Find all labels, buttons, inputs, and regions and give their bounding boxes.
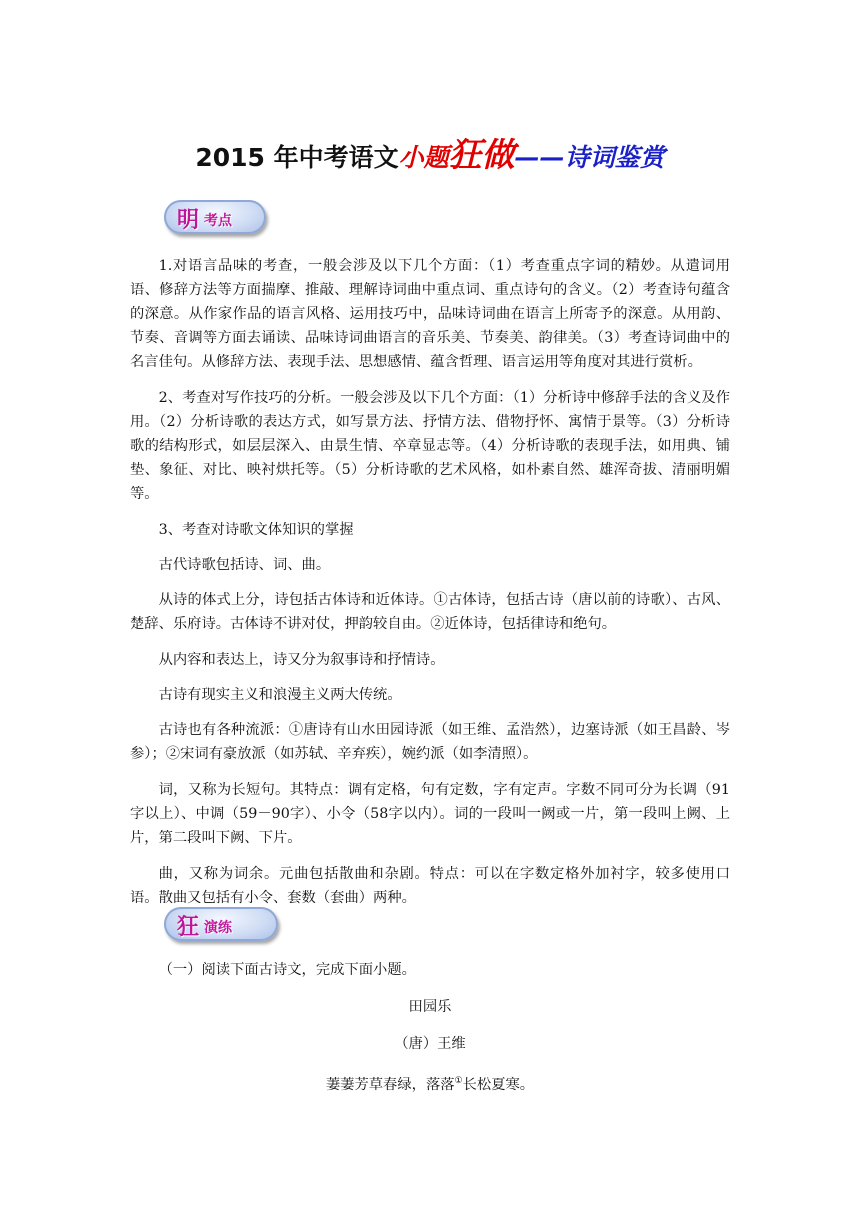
paragraph-7: 古诗有现实主义和浪漫主义两大传统。 [158, 687, 402, 703]
paragraph-5: 从诗的体式上分，诗包括古体诗和近体诗。①古体诗，包括古诗（唐以前的诗歌）、古风、楚辞、乐府诗。古体诗不讲对仗，押韵较自由。②近体诗，包括律诗和绝句。 [130, 592, 730, 632]
paragraph-10: 曲，又称为词余。元曲包括散曲和杂剧。特点：可以在字数定格外加衬字，较多使用口语。散曲又包括有小令、套数（套曲）两种。 [130, 866, 730, 906]
page-title [0, 136, 860, 177]
title-dash: —— [514, 143, 565, 172]
paragraph-2: 2、考查对写作技巧的分析。一般会涉及以下几个方面：（1）分析诗中修辞手法的含义及作用。（2）分析诗歌的表达方式，如写景方法、抒情方法、借物抒怀、寓情于景等。（3）分析诗歌的结构形式，如层层深入、由景生情、卒章显志等。（4）分析诗歌的表现手法，如用典、铺垫、象征、对比、映衬烘托等。（5）分析诗歌的艺术风格，如朴素自然、雄浑奇拔、清丽明媚等。 [130, 390, 730, 502]
poem-line [130, 1069, 730, 1097]
paragraph-8: 古诗也有各种流派：①唐诗有山水田园诗派（如王维、孟浩然），边塞诗派（如王昌龄、岑参）；②宋词有豪放派（如苏轼、辛弃疾），婉约派（如李清照）。 [130, 722, 730, 762]
title-red-big: 狂做 [448, 135, 515, 174]
yanlian-badge-big: 狂 [177, 915, 200, 940]
poem-line-part-1: 萋萋芳草春绿，落落 [325, 1077, 455, 1093]
practice-section [130, 958, 730, 1110]
yanlian-badge-small: 演练 [204, 920, 232, 936]
kaodian-badge [164, 200, 266, 234]
poem-title: 田园乐 [408, 999, 452, 1015]
paragraph-6: 从内容和表达上，诗又分为叙事诗和抒情诗。 [158, 652, 445, 668]
title-red-small: 小题 [398, 143, 449, 172]
paragraph-3: 3、考查对诗歌文体知识的掌握 [158, 522, 354, 538]
footnote-marker: ① [454, 1076, 463, 1086]
kaodian-badge-big: 明 [177, 208, 200, 233]
title-topic: 诗词鉴赏 [564, 143, 665, 172]
content-section [130, 254, 730, 922]
kaodian-badge-small: 考点 [204, 213, 232, 229]
poem-author: （唐）王维 [394, 1036, 466, 1052]
paragraph-9: 词，又称为长短句。其特点：调有定格，句有定数，字有定声。字数不同可分为长调（91字以上）、中调（59－90字）、小令（58字以内）。词的一段叫一阙或一片，第一段叫上阙、上片，第二段叫下阙、下片。 [130, 782, 730, 846]
question-prompt: （一）阅读下面古诗文，完成下面小题。 [158, 962, 416, 978]
paragraph-4: 古代诗歌包括诗、词、曲。 [158, 557, 331, 573]
title-prefix: 2015 年中考语文 [195, 143, 399, 172]
poem-line-part-2: 长松夏寒。 [462, 1077, 535, 1093]
paragraph-1: 1.对语言品味的考查，一般会涉及以下几个方面：（1）考查重点字词的精妙。从遣词用语、修辞方法等方面揣摩、推敲、理解诗词曲中重点词、重点诗句的含义。（2）考查诗句蕴含的深意。从作家作品的语言风格、运用技巧中，品味诗词曲在语言上所寄予的深意。从用韵、节奏、音调等方面去诵读、品味诗词曲语言的音乐美、节奏美、韵律美。（3）考查诗词曲中的名言佳句。从修辞方法、表现手法、思想感情、蕴含哲理、语言运用等角度对其进行赏析。 [130, 258, 730, 370]
yanlian-badge [164, 907, 278, 941]
